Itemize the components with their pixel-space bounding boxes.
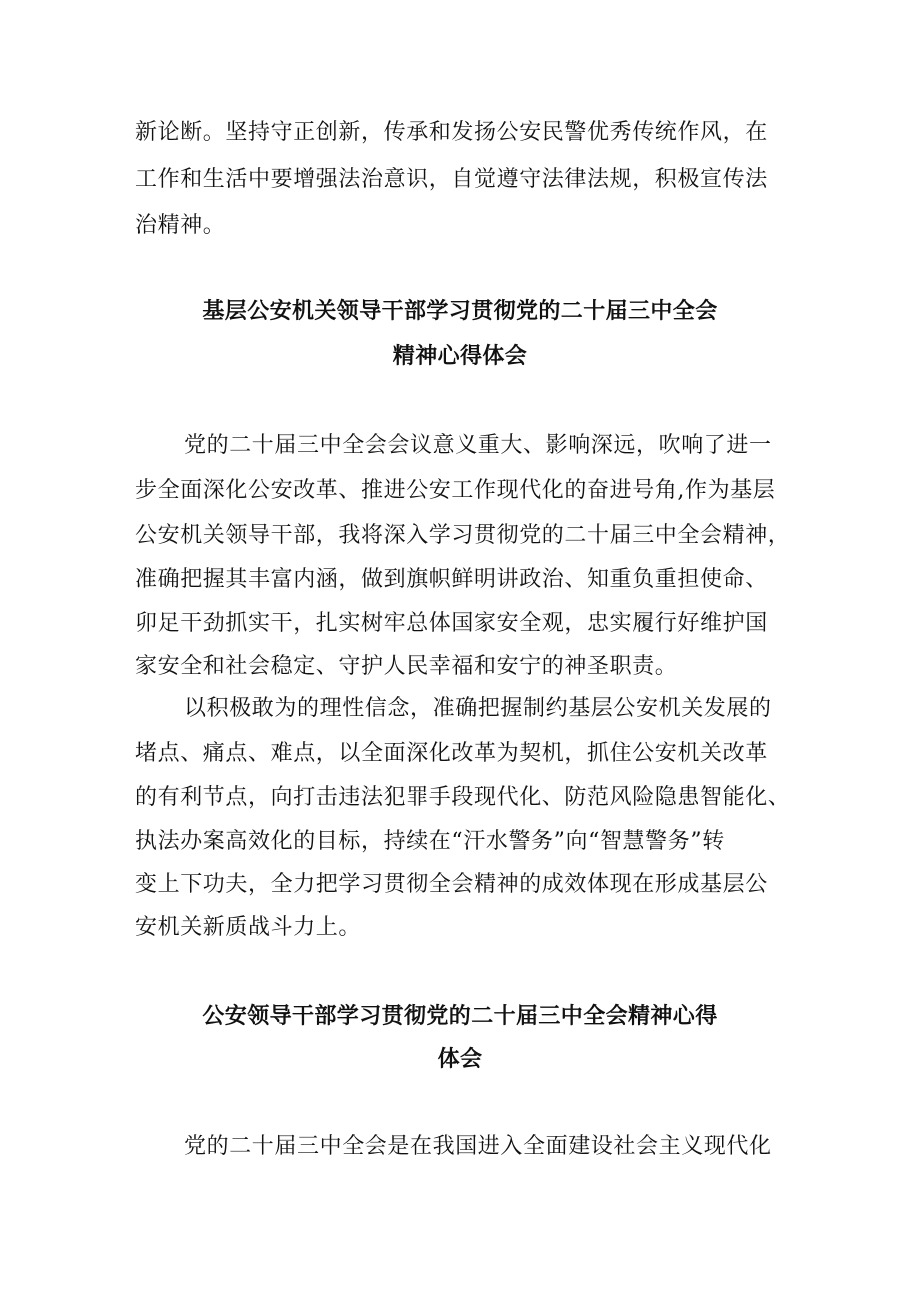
paragraph-line: 工作和生活中要增强法治意识，自觉遵守法律法规，积极宣传法 bbox=[135, 167, 768, 192]
paragraph-line: 新论断。坚持守正创新，传承和发扬公安民警优秀传统作风，在 bbox=[135, 120, 768, 145]
paragraph-line: 公安机关领导干部，我将深入学习贯彻党的二十届三中全会精神， bbox=[135, 523, 791, 548]
paragraph-line: 执法办案高效化的目标，持续在“汗水警务”向“智慧警务”转 bbox=[135, 829, 725, 854]
paragraph-line: 家安全和社会稳定、守护人民幸福和安宁的神圣职责。 bbox=[135, 654, 678, 679]
article-title: 精神心得体会 bbox=[392, 344, 528, 369]
paragraph-line: 卯足干劲抓实干，扎实树牢总体国家安全观，忠实履行好维护国 bbox=[135, 611, 768, 636]
article-title: 体会 bbox=[437, 1047, 483, 1072]
article-title: 基层公安机关领导干部学习贯彻党的二十届三中全会 bbox=[202, 299, 718, 324]
paragraph-line: 以积极敢为的理性信念，准确把握制约基层公安机关发展的 bbox=[184, 696, 772, 721]
paragraph-line: 安机关新质战斗力上。 bbox=[135, 915, 362, 940]
article-title: 公安领导干部学习贯彻党的二十届三中全会精神心得 bbox=[202, 1004, 718, 1029]
paragraph-line: 的有利节点，向打击违法犯罪手段现代化、防范风险隐患智能化、 bbox=[135, 785, 791, 810]
paragraph-line: 步全面深化公安改革、推进公安工作现代化的奋进号角,作为基层 bbox=[135, 478, 776, 503]
paragraph-line: 变上下功夫，全力把学习贯彻全会精神的成效体现在形成基层公 bbox=[135, 872, 768, 897]
paragraph-line: 党的二十届三中全会是在我国进入全面建设社会主义现代化 bbox=[184, 1134, 772, 1159]
paragraph-line: 党的二十届三中全会会议意义重大、影响深远，吹响了进一 bbox=[184, 433, 772, 458]
paragraph-line: 准确把握其丰富内涵，做到旗帜鲜明讲政治、知重负重担使命、 bbox=[135, 567, 768, 592]
paragraph-line: 治精神。 bbox=[135, 213, 226, 238]
paragraph-line: 堵点、痛点、难点，以全面深化改革为契机，抓住公安机关改革 bbox=[135, 741, 768, 766]
